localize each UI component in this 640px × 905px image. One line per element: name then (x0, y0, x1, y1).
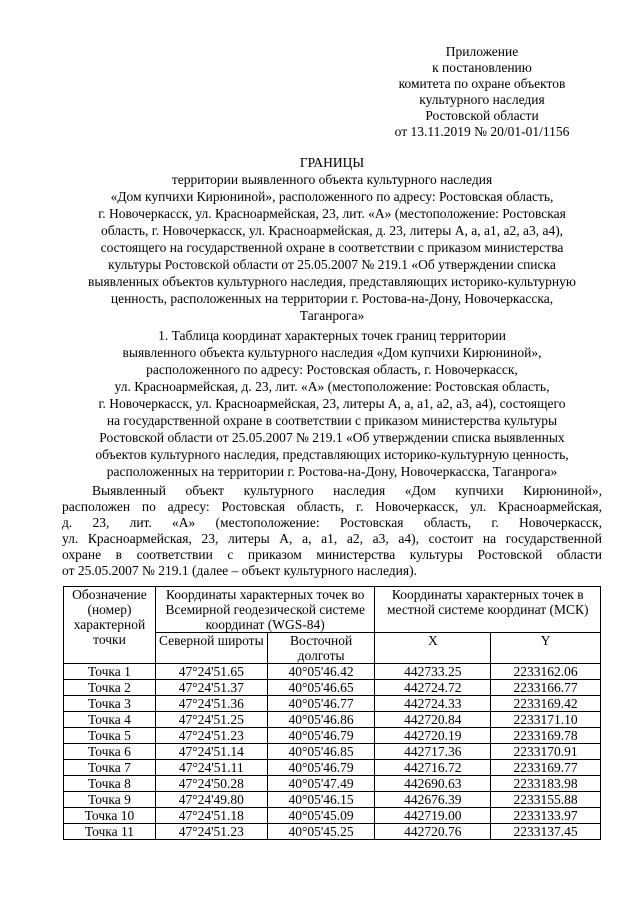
cell-x: 442676.39 (375, 792, 491, 808)
section-line: расположенных на территории г. Ростова-на-Дону, Новочеркасска, Таганрога» (106, 464, 558, 479)
cell-y: 2233166.77 (491, 680, 601, 696)
cell-lat: 47°24'51.36 (155, 696, 267, 712)
cell-lat: 47°24'51.25 (155, 712, 267, 728)
section-line: 1. Таблица координат характерных точек границ территории (158, 328, 506, 343)
cell-lon: 40°05'46.79 (267, 760, 375, 776)
approval-line: Ростовской области (425, 108, 539, 123)
title-line: ценность, расположенных на территории г. Ростова-на-Дону, Новочеркасска, (110, 291, 554, 306)
paragraph-line: расположен по адресу: Ростовская область, г. Новочеркасск, ул. Красноармейская, (62, 499, 602, 514)
cell-lon: 40°05'46.15 (267, 792, 375, 808)
header-x: X (375, 633, 491, 664)
cell-x: 442720.19 (375, 728, 491, 744)
approval-line: культурного наследия (419, 92, 545, 107)
paragraph-line: д. 23, лит. «А» (местоположение: Ростовская область, г. Новочеркасск, (62, 515, 602, 530)
table-row (64, 808, 601, 824)
cell-x: 442717.36 (375, 744, 491, 760)
paragraph-line: охране в соответствии с приказом министерства культуры Ростовской области (62, 547, 602, 562)
table-row (64, 792, 601, 808)
table-row (64, 664, 601, 680)
cell-y: 2233170.91 (491, 744, 601, 760)
cell-y: 2233137.45 (491, 824, 601, 840)
approval-line: Приложение (445, 44, 519, 59)
table-row (64, 760, 601, 776)
table-header-row (64, 587, 601, 633)
cell-x: 442724.33 (375, 696, 491, 712)
cell-lon: 40°05'46.85 (267, 744, 375, 760)
cell-point: Точка 6 (64, 744, 156, 760)
section-heading (60, 327, 604, 480)
cell-lat: 47°24'51.37 (155, 680, 267, 696)
title-line: область, г. Новочеркасск, ул. Красноармейская, д. 23, литеры А, а, а1, а2, а3, а4), (100, 223, 564, 238)
cell-lon: 40°05'47.49 (267, 776, 375, 792)
table-row (64, 744, 601, 760)
cell-y: 2233162.06 (491, 664, 601, 680)
table-row (64, 680, 601, 696)
approval-line: от 13.11.2019 № 20/01-01/1156 (394, 124, 570, 139)
section-line: объектов культурного наследия, представляющих историко-культурную ценность, (95, 447, 569, 462)
section-line: ул. Красноармейская, д. 23, лит. «А» (местоположение: Ростовская область, (114, 379, 550, 394)
cell-point: Точка 8 (64, 776, 156, 792)
cell-lon: 40°05'46.77 (267, 696, 375, 712)
cell-lon: 40°05'46.65 (267, 680, 375, 696)
table-row (64, 824, 601, 840)
cell-point: Точка 4 (64, 712, 156, 728)
header-point: Обозначение (номер) характерной точки (64, 587, 156, 664)
approval-line: к постановлению (432, 60, 532, 75)
cell-x: 442720.84 (375, 712, 491, 728)
body-paragraph (62, 483, 602, 579)
cell-x: 442719.00 (375, 808, 491, 824)
cell-point: Точка 2 (64, 680, 156, 696)
title-line: «Дом купчихи Кирюниной», расположенного по адресу: Ростовская область, (110, 189, 554, 204)
cell-point: Точка 9 (64, 792, 156, 808)
header-wgs: Координаты характерных точек во Всемирной геодезической системе координат (WGS-84) (155, 587, 375, 633)
section-line: г. Новочеркасск, ул. Красноармейская, 23, литеры А, а, а1, а2, а3, а4), состоящего (98, 396, 566, 411)
table-row (64, 728, 601, 744)
cell-lat: 47°24'51.23 (155, 824, 267, 840)
coordinates-table (63, 586, 601, 840)
section-line: выявленного объекта культурного наследия «Дом купчихи Кирюниной», (122, 345, 542, 360)
section-line: Ростовской области от 25.05.2007 № 219.1 «Об утверждении списка выявленных (99, 430, 565, 445)
header-east: Восточной долготы (267, 633, 375, 664)
cell-y: 2233183.98 (491, 776, 601, 792)
cell-lon: 40°05'46.86 (267, 712, 375, 728)
paragraph-line: Выявленный объект культурного наследия «Дом купчихи Кирюниной», (92, 483, 602, 498)
cell-point: Точка 10 (64, 808, 156, 824)
title-heading: ГРАНИЦЫ (299, 155, 365, 170)
cell-lat: 47°24'51.65 (155, 664, 267, 680)
cell-x: 442716.72 (375, 760, 491, 776)
cell-lat: 47°24'51.11 (155, 760, 267, 776)
cell-lon: 40°05'45.25 (267, 824, 375, 840)
table-row (64, 776, 601, 792)
cell-lat: 47°24'51.23 (155, 728, 267, 744)
cell-y: 2233171.10 (491, 712, 601, 728)
cell-point: Точка 11 (64, 824, 156, 840)
cell-lat: 47°24'49.80 (155, 792, 267, 808)
cell-lat: 47°24'51.14 (155, 744, 267, 760)
cell-lon: 40°05'46.79 (267, 728, 375, 744)
approval-line: комитета по охране объектов (398, 76, 566, 91)
cell-x: 442733.25 (375, 664, 491, 680)
cell-x: 442720.76 (375, 824, 491, 840)
title-line: выявленных объектов культурного наследия, представляющих историко-культурную (88, 274, 576, 289)
cell-lon: 40°05'46.42 (267, 664, 375, 680)
cell-y: 2233133.97 (491, 808, 601, 824)
table-row (64, 712, 601, 728)
cell-point: Точка 3 (64, 696, 156, 712)
section-line: расположенного по адресу: Ростовская область, г. Новочеркасск, (146, 362, 518, 377)
title-line: культуры Ростовской области от 25.05.2007 № 219.1 «Об утверждении списка (108, 257, 556, 272)
approval-block (360, 44, 604, 140)
section-line: на государственной охране в соответствии с приказом министерства культуры (106, 413, 558, 428)
title-line: Таганрога» (299, 308, 365, 323)
header-north: Северной широты (155, 633, 267, 664)
cell-y: 2233169.78 (491, 728, 601, 744)
cell-point: Точка 5 (64, 728, 156, 744)
cell-y: 2233169.42 (491, 696, 601, 712)
table-row (64, 696, 601, 712)
paragraph-line: ул. Красноармейская, 23, литеры А, а, а1, а2, а3, а4), состоит на государственной (62, 531, 602, 546)
header-y: Y (491, 633, 601, 664)
cell-y: 2233155.88 (491, 792, 601, 808)
title-line: г. Новочеркасск, ул. Красноармейская, 23, лит. «А» (местоположение: Ростовская (98, 206, 566, 221)
title-line: территории выявленного объекта культурного наследия (171, 172, 493, 187)
cell-point: Точка 1 (64, 664, 156, 680)
document-title (60, 154, 604, 324)
cell-x: 442724.72 (375, 680, 491, 696)
cell-lon: 40°05'45.09 (267, 808, 375, 824)
cell-point: Точка 7 (64, 760, 156, 776)
paragraph-line: от 25.05.2007 № 219.1 (далее – объект культурного наследия). (62, 563, 417, 578)
cell-lat: 47°24'51.18 (155, 808, 267, 824)
cell-lat: 47°24'50.28 (155, 776, 267, 792)
cell-y: 2233169.77 (491, 760, 601, 776)
header-msk: Координаты характерных точек в местной системе координат (МСК) (375, 587, 601, 633)
cell-x: 442690.63 (375, 776, 491, 792)
title-line: состоящего на государственной охране в соответствии с приказом министерства (100, 240, 564, 255)
